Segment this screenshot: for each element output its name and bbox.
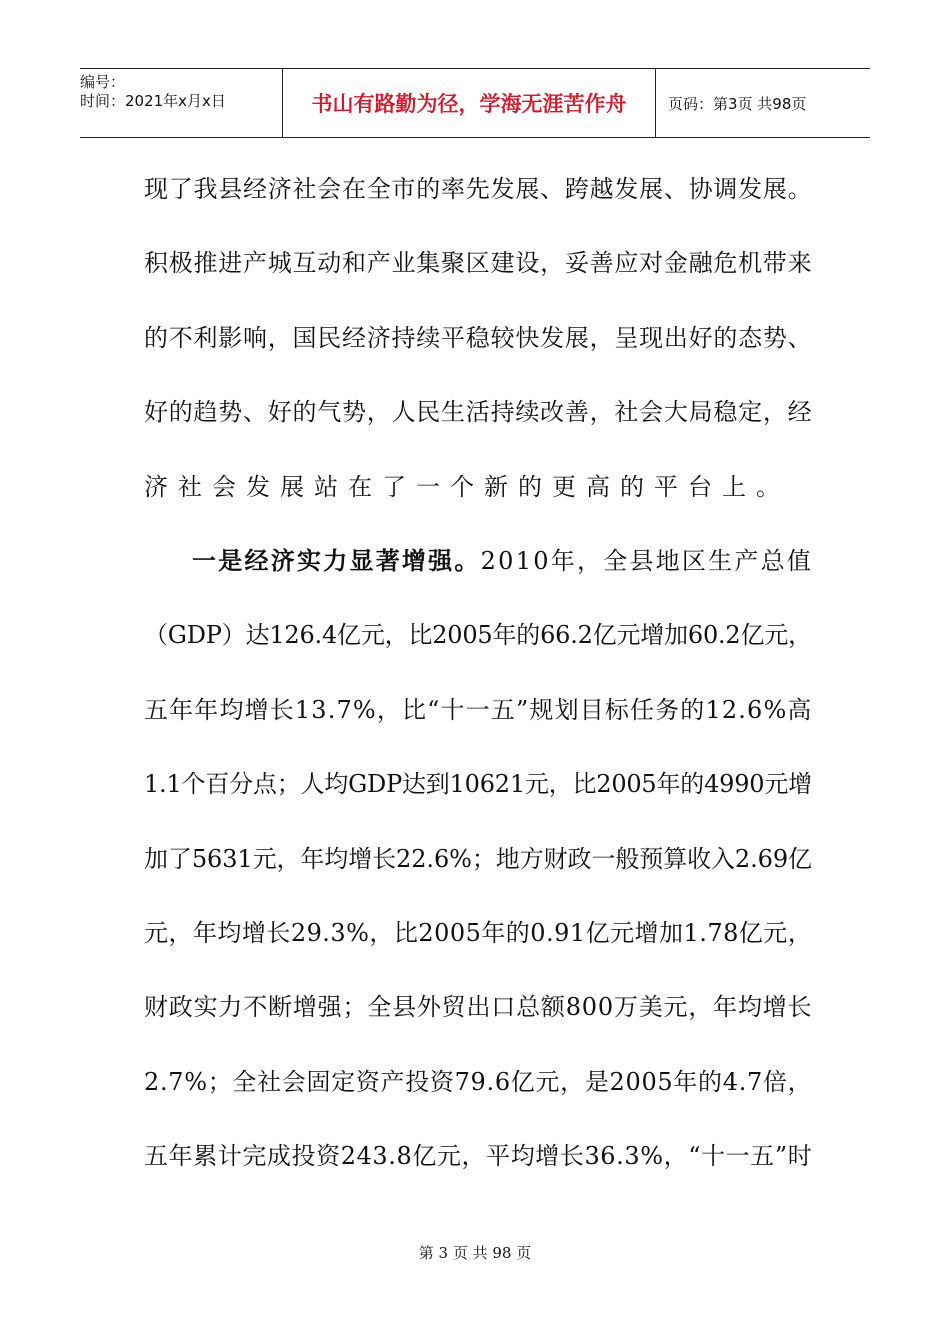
- text-line: [144, 1119, 812, 1193]
- text-line: [144, 301, 812, 375]
- text-line: [144, 450, 812, 524]
- text-line-content: 2.7%；全社会固定资产投资79.6亿元，是2005年的4.7倍，: [144, 1067, 813, 1096]
- paragraph-heading: 一是经济实力显著增强。: [192, 546, 481, 575]
- text-line: [144, 375, 812, 449]
- text-line-content: 财政实力不断增强；全县外贸出口总额800万美元，年均增长: [144, 993, 813, 1022]
- header-meta: [80, 69, 282, 137]
- text-line-content: 积极推进产城互动和产业集聚区建设，妥善应对金融危机带来: [144, 249, 813, 278]
- text-line-content: 元，年均增长29.3%，比2005年的0.91亿元增加1.78亿元，: [144, 918, 813, 947]
- text-line-content: 1.1个百分点；人均GDP达到10621元，比2005年的4990元增: [144, 770, 812, 799]
- text-line: [144, 896, 812, 970]
- header-motto: 书山有路勤为径，学海无涯苦作舟: [311, 92, 627, 116]
- text-line-content: 加了5631元，年均增长22.6%；地方财政一般预算收入2.69亿: [144, 844, 812, 873]
- text-line: [144, 226, 812, 300]
- text-line: [144, 970, 812, 1044]
- text-line: [144, 822, 812, 896]
- text-line: [144, 747, 812, 821]
- document-body: [144, 152, 812, 1193]
- header-motto-cell: [282, 69, 656, 137]
- text-line: [144, 1045, 812, 1119]
- text-line: [144, 673, 812, 747]
- text-line-content: 2010年，全县地区生产总值: [480, 546, 814, 575]
- text-line-content: 好的趋势、好的气势，人民生活持续改善，社会大局稳定，经: [144, 398, 813, 427]
- text-line: [144, 598, 812, 672]
- text-line-content: 的不利影响，国民经济持续平稳较快发展，呈现出好的态势、: [144, 323, 813, 352]
- text-line-content: 五年年均增长13.7%，比“十一五”规划目标任务的12.6%高: [144, 695, 813, 724]
- document-date-label: 时间：2021年x月x日: [80, 92, 226, 110]
- header-page-number: 页码：第3页 共98页: [668, 94, 807, 113]
- document-number-label: 编号：: [80, 73, 126, 91]
- text-line-content: （GDP）达126.4亿元，比2005年的66.2亿元增加60.2亿元，: [144, 621, 812, 650]
- header-page-cell: [656, 69, 870, 137]
- text-line-content: 济社会发展站在了一个新的更高的平台上。: [144, 472, 790, 501]
- text-line-content: 现了我县经济社会在全市的率先发展、跨越发展、协调发展。: [144, 175, 813, 203]
- text-line-content: 五年累计完成投资243.8亿元，平均增长36.3%，“十一五”时: [144, 1142, 813, 1171]
- paragraph-heading-line: [144, 524, 812, 598]
- page-footer: 第 3 页 共 98 页: [418, 1244, 532, 1262]
- text-line: [144, 152, 812, 226]
- page-header: [80, 68, 870, 138]
